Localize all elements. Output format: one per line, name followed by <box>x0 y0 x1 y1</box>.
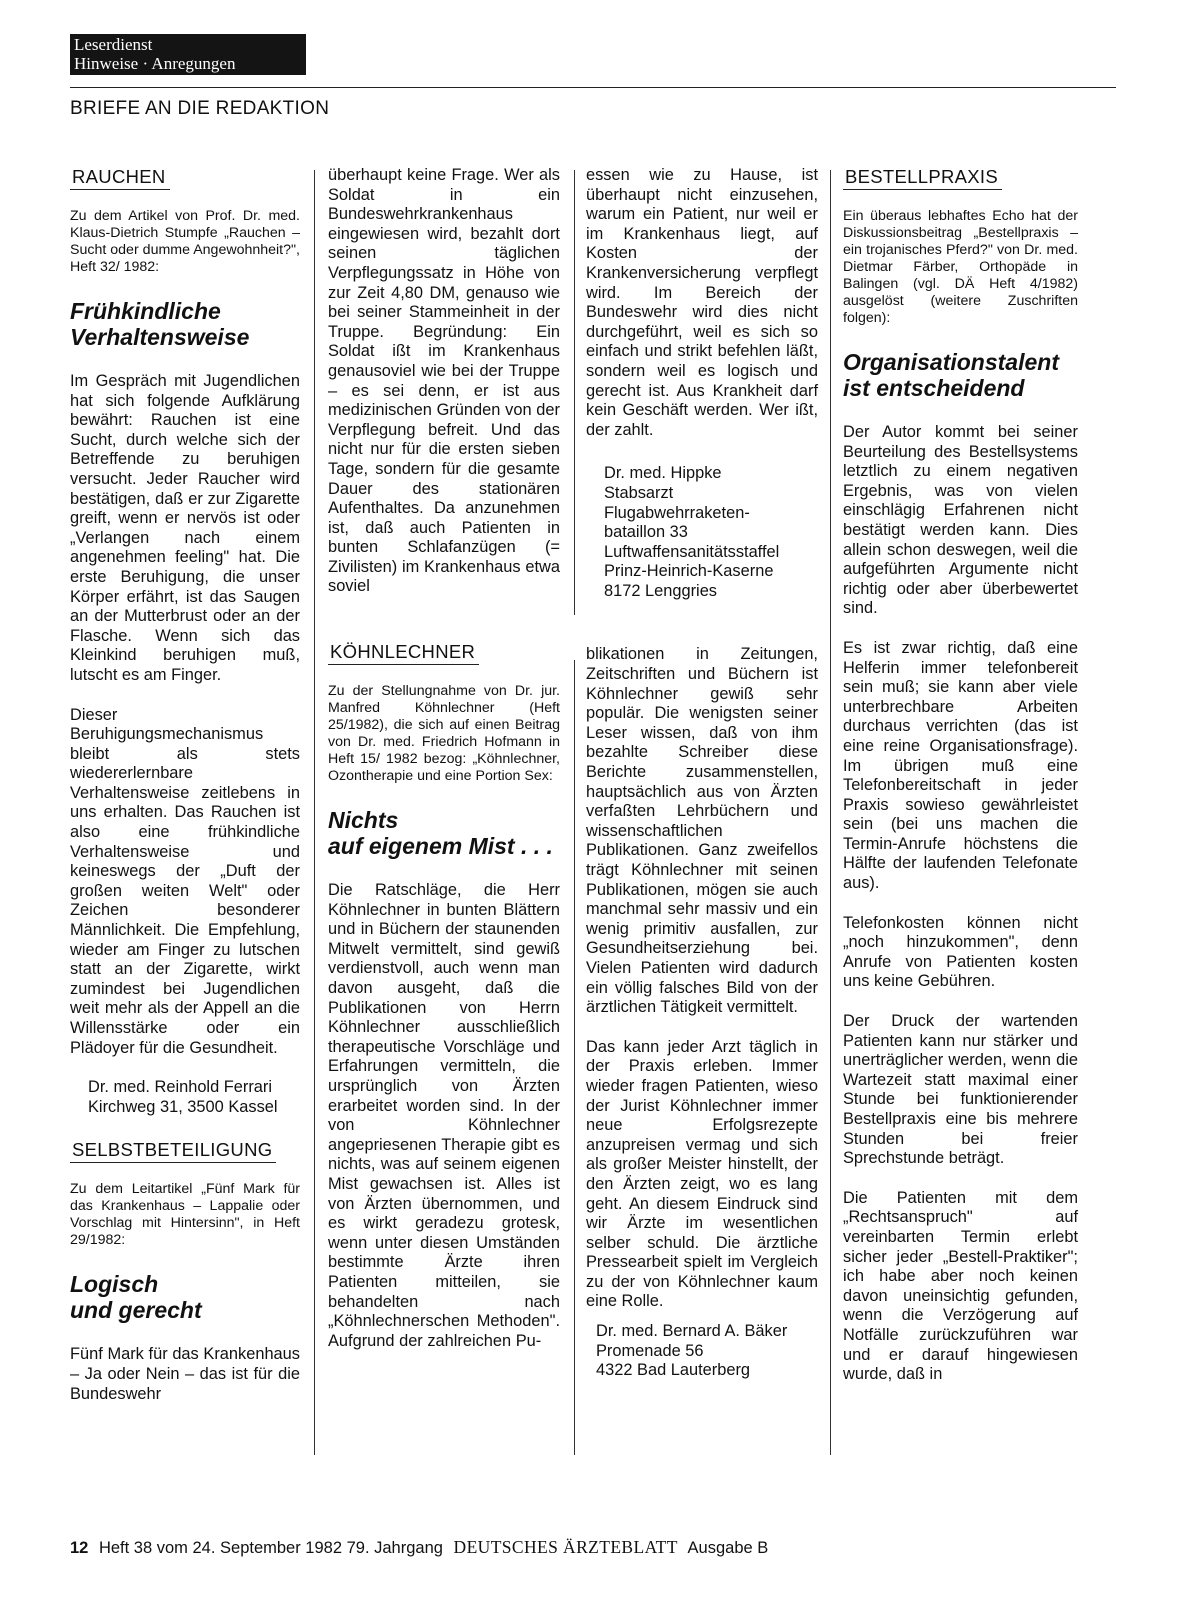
signature-rauchen <box>70 1078 300 1117</box>
section-title: BRIEFE AN DIE REDAKTION <box>70 98 330 119</box>
edition: Ausgabe B <box>687 1539 769 1557</box>
column-rule <box>574 170 575 615</box>
intro-bestellpraxis: Ein überaus lebhaftes Echo hat der Diskussionsbeitrag „Bestellpraxis – ein trojanisches Pferd?" von Dr. med. Dietmar Färber, Orthopäde in Balingen (vgl. DÄ Heft 4/1982) ausgelöst (weitere Zuschriften folgen): <box>843 208 1078 326</box>
column-rule <box>574 660 575 1455</box>
signature-baeker <box>586 1322 818 1381</box>
column-4 <box>843 166 1078 1385</box>
heading-rauchen: RAUCHEN <box>70 166 170 190</box>
page-number: 12 <box>70 1539 89 1557</box>
column-rule <box>830 170 831 1455</box>
signature-line: Dr. med. Bernard A. Bäker <box>596 1322 788 1341</box>
signature-line: Stabsarzt <box>604 483 674 502</box>
paragraph: blikationen in Zeitungen, Zeitschriften und Büchern ist Köhnlechner gewiß sehr populär. Die wenigsten seiner Leser wissen, daß von ihm bezahlte Schreiber diese Berichte zusammenstellen, hauptsächlich aus von Ärzten verfaßten Lehrbüchern und wissenschaftlichen Publikationen. Ganz zweifellos trägt Köhnlechner mit seinen Publikationen, mögen sie auch manchmal sehr massiv und ein wenig primitiv ausfallen, zur Gesundheitserziehung bei. Vielen Patienten wird dadurch ein völlig falsches Bild von der ärztlichen Tätigkeit vermittelt. <box>586 645 818 1017</box>
section-badge <box>70 34 306 75</box>
signature-line: 4322 Bad Lauterberg <box>596 1361 751 1380</box>
heading-koehnlechner: KÖHNLECHNER <box>328 641 479 665</box>
heading-selbstbeteiligung: SELBSTBETEILIGUNG <box>70 1139 276 1163</box>
issue-info: Heft 38 vom 24. September 1982 79. Jahrgang <box>98 1539 443 1557</box>
paragraph: Dieser Beruhigungsmechanismus bleibt als stets wiedererlernbare Verhaltensweise zeitlebens in uns erhalten. Das Rauchen ist also eine frühkindliche Verhaltensweise und keineswegs der „Duft der großen weiten Welt" oder Zeichen besonderer Männlichkeit. Die Empfehlung, wieder am Finger zu lutschen statt an der Zigarette, wirkt zumindest bei Jugendlichen weit mehr als der Appell an die Willensstärke oder ein Plädoyer für die Gesundheit. <box>70 705 300 1057</box>
signature-line: bataillon 33 <box>604 523 688 542</box>
paragraph: Die Ratschläge, die Herr Köhnlechner in bunten Blättern und in Büchern der staunenden Mitwelt vermittelt, sind gewiß verdienstvoll, auch wenn man davon ausgeht, daß die Publikationen von Herrn Köhnlechner ausschließlich therapeutische Vorschläge und Erfahrungen vermitteln, die ursprünglich von Ärzten erarbeitet worden sind. In der von Köhnlechner angepriesenen Therapie gibt es nichts, was auf seinem eigenen Mist gewachsen ist. Alles ist von Ärzten übernommen, und es wirkt geradezu grotesk, wenn unter diesen Umständen bestimmte Ärzte ihren Patienten mitteilen, sie behandelten nach „Köhnlechnerschen Methoden". Aufgrund der zahlreichen Pu- <box>328 881 560 1350</box>
heading-bestellpraxis: BESTELLPRAXIS <box>843 166 1002 190</box>
intro-selbstbeteiligung: Zu dem Leitartikel „Fünf Mark für das Krankenhaus – Lappalie oder Vorschlag mit Hintersinn", in Heft 29/1982: <box>70 1181 300 1249</box>
paragraph: Telefonkosten können nicht „noch hinzukommen", denn Anrufe von Patienten kosten uns keine Gebühren. <box>843 913 1078 991</box>
column-3 <box>586 166 818 1381</box>
signature-line: 8172 Lenggries <box>604 581 718 600</box>
header-rule <box>70 87 1116 88</box>
column-2 <box>328 166 560 1351</box>
signature-line: Flugabwehrraketen- <box>604 503 750 522</box>
title-selbstbeteiligung: Logisch und gerecht <box>70 1271 202 1324</box>
title-koehnlechner: Nichts auf eigenem Mist . . . <box>328 807 553 860</box>
paragraph: Das kann jeder Arzt täglich in der Praxis erleben. Immer wieder fragen Patienten, wieso der Jurist Köhnlechner immer neue Erfolgsrezepte anzupreisen vermag und sich als großer Meister hinstellt, der den Ärzten zeigt, wo es lang geht. An diesem Eindruck sind wir Ärzte im wesentlichen selber schuld. Die ärztliche Pressearbeit spielt im Vergleich zu der von Köhnlechner kaum eine Rolle. <box>586 1037 818 1311</box>
badge-line-2: Hinweise · Anregungen <box>74 54 236 73</box>
paragraph: Im Gespräch mit Jugendlichen hat sich folgende Aufklärung bewährt: Rauchen ist eine Sucht, durch welche sich der Betreffende zu beruhigen versucht. Jeder Raucher wird bestätigen, daß er zur Zigarette greift, wenn er nervös ist oder „Verlangen nach einem angenehmen feeling" hat. Die erste Beruhigung, die unser Körper erfährt, ist das Saugen an der Mutterbrust oder an der Flasche. Wenn sich das Kleinkind beruhigen muß, lutscht es am Finger. <box>70 372 300 684</box>
signature-line: Kirchweg 31, 3500 Kassel <box>88 1097 278 1116</box>
paragraph: Die Patienten mit dem „Rechtsanspruch" auf vereinbarten Termin erlebt sicher jeder „Bestell-Praktiker"; ich habe aber noch keinen davon uneinsichtig gefunden, wenn die Verzögerung auf Notfälle zurückzuführen war und er darauf hingewiesen wurde, daß in <box>843 1188 1078 1384</box>
paragraph: Der Autor kommt bei seiner Beurteilung des Bestellsystems letztlich zu einem negativen Ergebnis, was von vielen einschlägig Erfahrenen nicht bestätigt werden kann. Dies allein schon deswegen, weil die aufgeführten Argumente nicht richtig oder aber überbewertet sind. <box>843 423 1078 618</box>
signature-line: Luftwaffensanitätsstaffel <box>604 542 780 561</box>
paragraph: überhaupt keine Frage. Wer als Soldat in ein Bundeswehrkrankenhaus eingewiesen wird, bezahlt dort seinen täglichen Verpflegungssatz in Höhe von zur Zeit 4,80 DM, genauso wie bei seiner Stammeinheit in der Truppe. Begründung: Ein Soldat ißt im Krankenhaus genausoviel wie bei der Truppe – es sei denn, er ist aus medizinischen Gründen von der Verpflegung befreit. Und das nicht nur für die ersten sieben Tage, sondern für die gesamte Dauer des stationären Aufenthaltes. Da anzunehmen ist, daß auch Patienten in bunten Schlafanzügen (= Zivilisten) im Krankenhaus etwa soviel <box>328 166 560 596</box>
magazine-name: DEUTSCHES ÄRZTEBLATT <box>453 1537 678 1557</box>
page-footer <box>70 1537 768 1558</box>
paragraph: Es ist zwar richtig, daß eine Helferin immer telefonbereit sein muß; sie kann aber viele unterbrechbare Arbeiten durchaus verrichten (das ist eine reine Organisationsfrage). Im übrigen muß eine Telefonbereitschaft in jeder Praxis sowieso gewährleistet sein (bei uns machen die Termin-Anrufe höchstens die Hälfte der laufenden Telefonate aus). <box>843 638 1078 893</box>
title-bestellpraxis: Organisationstalent ist entscheidend <box>843 349 1059 401</box>
column-1 <box>70 166 300 1404</box>
signature-hippke <box>586 464 818 601</box>
title-rauchen: Frühkindliche Verhaltensweise <box>70 298 250 350</box>
column-rule <box>314 170 315 1455</box>
intro-rauchen: Zu dem Artikel von Prof. Dr. med. Klaus-Dietrich Stumpfe „Rauchen – Sucht oder dumme Angewohnheit?", Heft 32/ 1982: <box>70 208 300 275</box>
badge-line-1: Leserdienst <box>74 35 153 54</box>
signature-line: Dr. med. Reinhold Ferrari <box>88 1078 273 1097</box>
signature-line: Promenade 56 <box>596 1341 704 1360</box>
signature-line: Dr. med. Hippke <box>604 464 722 483</box>
paragraph: Fünf Mark für das Krankenhaus – Ja oder Nein – das ist für die Bundeswehr <box>70 1345 300 1403</box>
paragraph: essen wie zu Hause, ist überhaupt nicht einzusehen, warum ein Patient, nur weil er im Krankenhaus liegt, auf Kosten der Krankenversicherung verpflegt wird. Im Bereich der Bundeswehr wird dies nicht durchgeführt, weil es sich so einfach und strikt befehlen läßt, sondern weil es logisch und gerecht ist. Aus Krankheit darf kein Geschäft werden. Wer ißt, der zahlt. <box>586 166 818 439</box>
intro-koehnlechner: Zu der Stellungnahme von Dr. jur. Manfred Köhnlechner (Heft 25/1982), die sich auf einen Beitrag von Dr. med. Friedrich Hofmann in Heft 15/ 1982 bezog: „Köhnlechner, Ozontherapie und eine Portion Sex: <box>328 683 560 785</box>
paragraph: Der Druck der wartenden Patienten kann nur stärker und unerträglicher werden, wenn die Wartezeit statt maximal einer Stunde bei funktionierender Bestellpraxis eine bis mehrere Stunden bei freier Sprechstunde beträgt. <box>843 1012 1078 1168</box>
signature-line: Prinz-Heinrich-Kaserne <box>604 562 774 581</box>
